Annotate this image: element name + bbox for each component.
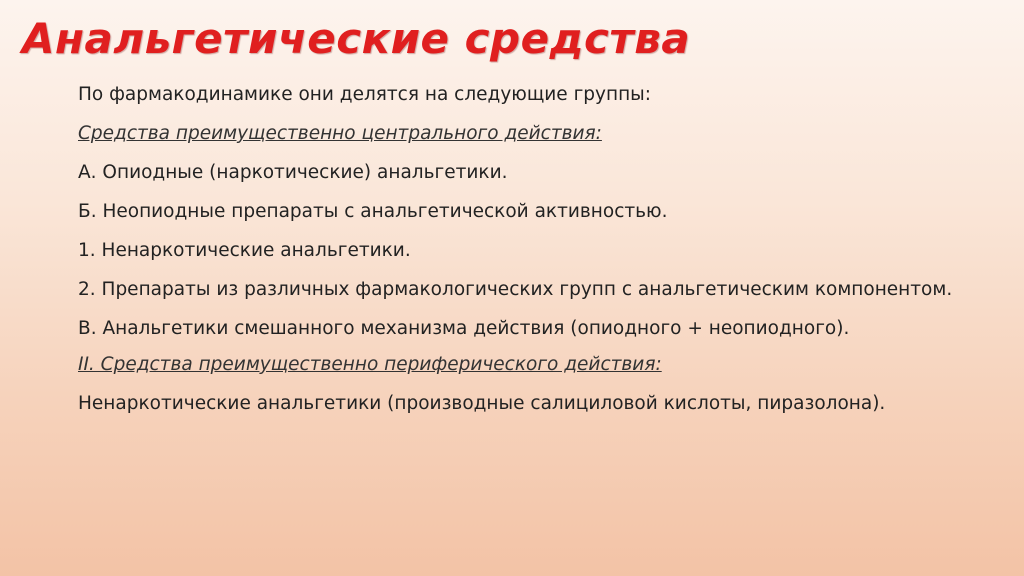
paragraph-mixed-mechanism: В. Анальгетики смешанного механизма действия (опиодного + неопиодного). [78,318,850,339]
paragraph-salicylic: Ненаркотические анальгетики (производные салициловой кислоты, пиразолона). [78,393,886,414]
paragraph-opioid: А. Опиодные (наркотические) анальгетики. [78,162,508,183]
paragraph-non-opioid: Б. Неопиодные препараты с анальгетической активностью. [78,201,668,222]
heading-peripheral-action: II. Средства преимущественно периферического действия: [78,354,662,375]
slide-body [78,82,958,430]
heading-central-action: Средства преимущественно центрального действия: [78,123,602,144]
slide-title: Анальгетические средства [22,14,691,63]
paragraph-intro: По фармакодинамике они делятся на следующие группы: [78,84,652,105]
paragraph-various-groups: 2. Препараты из различных фармакологических групп с анальгетическим компонентом. [78,279,953,300]
paragraph-non-narcotic: 1. Ненаркотические анальгетики. [78,240,411,261]
